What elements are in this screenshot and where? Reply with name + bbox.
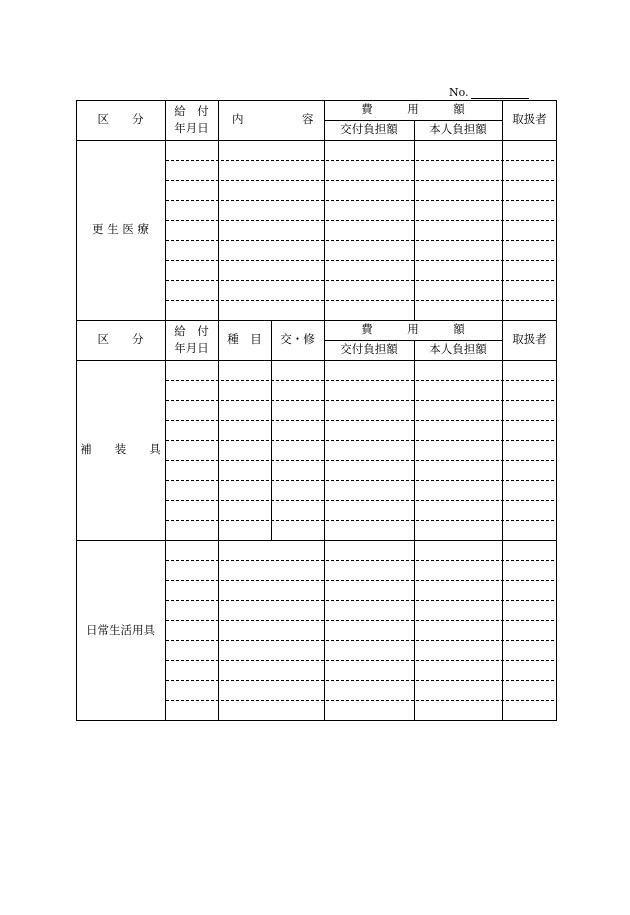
header-kyufu-2-line1: 給 付 xyxy=(174,324,209,339)
entry-row-lines xyxy=(166,161,557,701)
header-honnin-2: 本人負担額 xyxy=(429,342,487,357)
record-form xyxy=(76,100,557,721)
header-honnin-1: 本人負担額 xyxy=(429,122,487,137)
header-kofu-2: 交付負担額 xyxy=(340,342,398,357)
form-number-field[interactable] xyxy=(471,86,529,99)
category-nichijo-seikatsu-yogu: 日常生活用具 xyxy=(86,622,155,637)
header-shumoku: 種 目 xyxy=(227,332,262,347)
header-kubun-1: 区 分 xyxy=(97,112,144,127)
header-toriatsukai-2: 取扱者 xyxy=(512,332,547,347)
header-kubun-2: 区 分 xyxy=(97,332,144,347)
header-hiyo-2: 費 用 額 xyxy=(361,322,465,337)
header-hiyo-1: 費 用 額 xyxy=(361,102,465,117)
category-hosogu: 補 装 具 xyxy=(80,442,161,457)
header-kofu-1: 交付負担額 xyxy=(340,122,398,137)
form-number xyxy=(449,86,529,99)
header-naiyo-left: 内 xyxy=(232,112,244,127)
category-kosei-iryo: 更 生 医 療 xyxy=(92,222,149,237)
header-toriatsukai-1: 取扱者 xyxy=(512,112,547,127)
header-naiyo-right: 容 xyxy=(302,112,314,127)
header-kyufu-1-line2: 年月日 xyxy=(174,121,209,136)
header-koshu: 交・修 xyxy=(280,332,315,347)
form-number-label: No. xyxy=(449,86,469,99)
header-kyufu-2-line2: 年月日 xyxy=(174,341,209,356)
header-kyufu-1-line1: 給 付 xyxy=(174,104,209,119)
